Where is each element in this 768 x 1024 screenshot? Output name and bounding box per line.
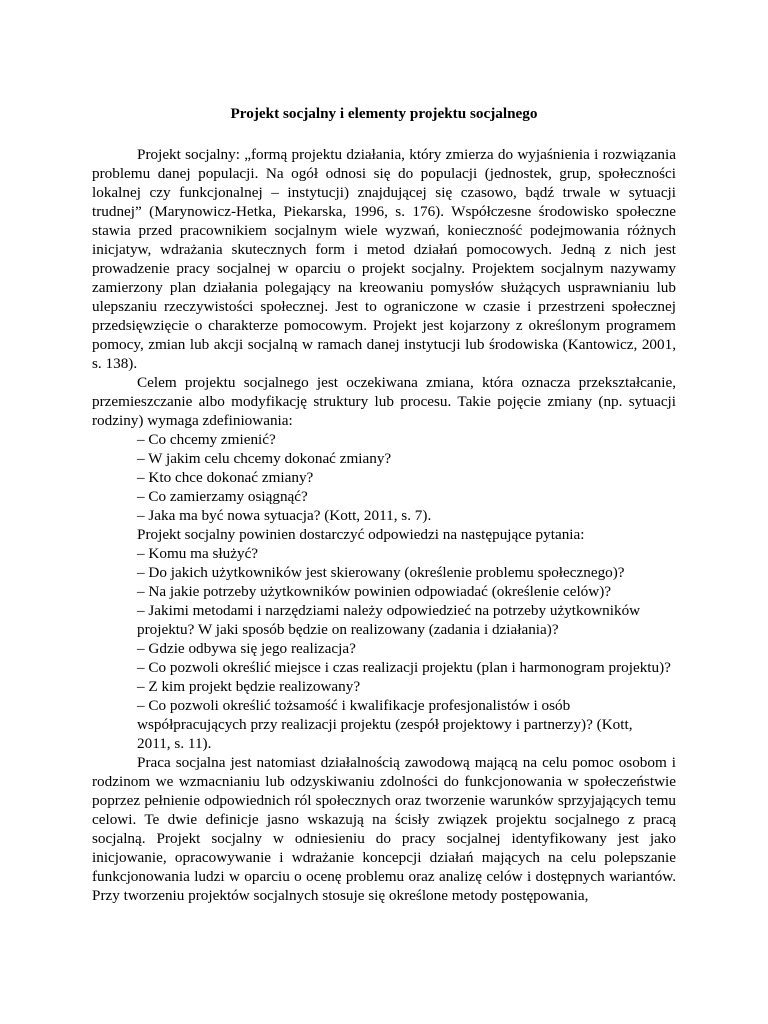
list-item: – Jakimi metodami i narzędziami należy odpowiedzieć na potrzeby użytkowników <box>137 602 641 619</box>
paragraph-goal: Celem projektu socjalnego jest oczekiwana zmiana, która oznacza przekształcanie, przemieszczanie albo modyfikację struktury lub procesu. Takie pojęcie zmiany (np. sytuacji rodziny) wymaga zdefiniowania: <box>92 374 676 429</box>
list-item: – W jakim celu chcemy dokonać zmiany? <box>137 450 392 467</box>
list-item: – Komu ma służyć? <box>137 545 259 562</box>
document-page <box>92 104 676 905</box>
list-item: – Co pozwoli określić tożsamość i kwalifikacje profesjonalistów i osób <box>137 697 571 714</box>
list-item: – Z kim projekt będzie realizowany? <box>137 678 361 695</box>
list-item: – Do jakich użytkowników jest skierowany (określenie problemu społecznego)? <box>137 564 625 581</box>
list-item: – Gdzie odbywa się jego realizacja? <box>137 640 356 657</box>
document-title: Projekt socjalny i elementy projektu socjalnego <box>230 105 538 122</box>
paragraph-definition: Projekt socjalny: „formą projektu działania, który zmierza do wyjaśnienia i rozwiązania problemu danej populacji. Na ogół odnosi się do populacji (jednostek, grup, społeczności lokalnej czy funkcjonalnej – instytucji) znajdującej się czasowo, bądź trwale w sytuacji trudnej” (Marynowicz-Hetka, Piekarska, 1996, s. 176). Współczesne środowisko społeczne stawia przed pracownikiem socjalnym wiele wyzwań, konieczność podejmowania różnych inicjatyw, wdrażania skutecznych form i metod działań pomocowych. Jedną z nich jest prowadzenie pracy socjalnej w oparciu o projekt socjalny. Projektem socjalnym nazywamy zamierzony plan działania polegający na kreowaniu pomysłów służących usprawnianiu lub ulepszaniu rzeczywistości społecznej. Jest to ograniczone w czasie i przestrzeni społecznej przedsięwzięcie o charakterze pomocowym. Projekt jest kojarzony z określonym programem pomocy, zmian lub akcji socjalną w ramach danej instytucji lub środowiska (Kantowicz, 2001, s. 138). <box>92 146 676 372</box>
list-item: – Co zamierzamy osiągnąć? <box>137 488 308 505</box>
project-questions-list <box>92 544 676 753</box>
paragraph-social-work: Praca socjalna jest natomiast działalnością zawodową mającą na celu pomoc osobom i rodzinom we wzmacnianiu lub odzyskiwaniu zdolności do funkcjonowania w społeczeństwie poprzez pełnienie odpowiednich ról społecznych oraz tworzenie warunków sprzyjających temu celowi. Te dwie definicje jasno wskazują na ścisły związek projektu socjalnego z pracą socjalną. Projekt socjalny w odniesieniu do pracy socjalnej identyfikowany jest jako inicjowanie, opracowywanie i wdrażanie koncepcji działań mających na celu polepszanie funkcjonowania ludzi w oparciu o ocenę problemu oraz analizę celów i dostępnych wariantów. Przy tworzeniu projektów socjalnych stosuje się określone metody postępowania, <box>92 754 676 904</box>
list-item: – Co chcemy zmienić? <box>137 431 276 448</box>
list-item: – Jaka ma być nowa sytuacja? (Kott, 2011, s. 7). <box>137 507 432 524</box>
change-questions-list <box>92 430 676 525</box>
list-item-continuation: współpracujących przy realizacji projektu (zespół projektowy i partnerzy)? (Kott, <box>137 716 633 733</box>
paragraph-questions-intro: Projekt socjalny powinien dostarczyć odpowiedzi na następujące pytania: <box>137 526 585 543</box>
list-item: – Na jakie potrzeby użytkowników powinien odpowiadać (określenie celów)? <box>137 583 612 600</box>
list-item: – Co pozwoli określić miejsce i czas realizacji projektu (plan i harmonogram projektu)? <box>137 659 671 676</box>
list-item-continuation: projektu? W jaki sposób będzie on realizowany (zadania i działania)? <box>137 621 559 638</box>
list-item-continuation: 2011, s. 11). <box>137 735 212 752</box>
list-item: – Kto chce dokonać zmiany? <box>137 469 314 486</box>
